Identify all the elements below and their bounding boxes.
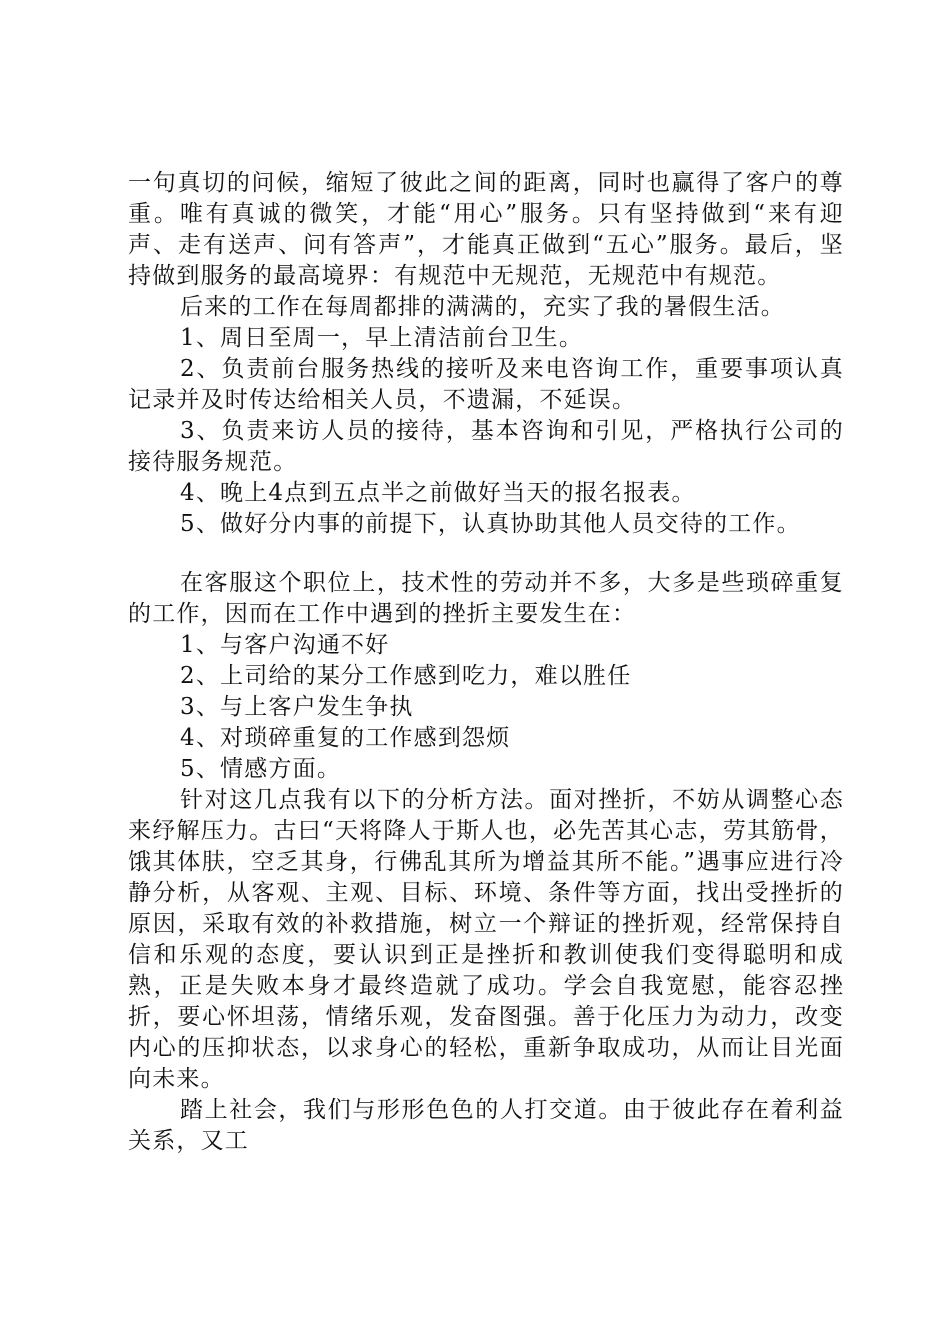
duty-item-4: 4、晚上4点到五点半之前做好当天的报名报表。 bbox=[180, 480, 696, 506]
frustration-item-5: 5、情感方面。 bbox=[180, 756, 342, 782]
frustration-item-1: 1、与客户沟通不好 bbox=[180, 632, 390, 658]
frustration-item-2: 2、上司给的某分工作感到吃力，难以胜任 bbox=[180, 663, 632, 689]
duty-item-1: 1、周日至周一，早上清洁前台卫生。 bbox=[180, 325, 584, 351]
paragraph-frustrations-intro: 在客服这个职位上，技术性的劳动并不多，大多是些琐碎重复的工作，因而在工作中遇到的挫折主要发生在： bbox=[128, 570, 844, 627]
paragraph-closing: 踏上社会，我们与形形色色的人打交道。由于彼此存在着利益关系，又工 bbox=[128, 1097, 844, 1154]
paragraph-analysis: 针对这几点我有以下的分析方法。面对挫折，不妨从调整心态来纾解压力。古曰“天将降人于斯人也，必先苦其心志，劳其筋骨，饿其体肤，空乏其身，行佛乱其所为增益其所不能。”遇事应进行冷静分析，从客观、主观、目标、环境、条件等方面，找出受挫折的原因，采取有效的补救措施，树立一个辩证的挫折观，经常保持自信和乐观的态度，要认识到正是挫折和教训使我们变得聪明和成熟，正是失败本身才最终造就了成功。学会自我宽慰，能容忍挫折，要心怀坦荡，情绪乐观，发奋图强。善于化压力为动力，改变内心的压抑状态，以求身心的轻松，重新争取成功，从而让目光面向未来。 bbox=[128, 787, 844, 1092]
duty-item-2: 2、负责前台服务热线的接听及来电咨询工作，重要事项认真记录并及时传达给相关人员，不遗漏，不延误。 bbox=[128, 356, 844, 413]
paragraph-summer-work: 后来的工作在每周都排的满满的，充实了我的暑假生活。 bbox=[180, 294, 785, 320]
blank-line bbox=[128, 540, 844, 568]
duty-item-3: 3、负责来访人员的接待，基本咨询和引见，严格执行公司的接待服务规范。 bbox=[128, 418, 844, 475]
frustration-item-3: 3、与上客户发生争执 bbox=[180, 694, 414, 720]
paragraph-service-attitude: 一句真切的问候，缩短了彼此之间的距离，同时也赢得了客户的尊重。唯有真诚的微笑，才能“用心”服务。只有坚持做到“来有迎声、走有送声、问有答声”，才能真正做到“五心”服务。最后，坚持做到服务的最高境界：有规范中无规范，无规范中有规范。 bbox=[128, 170, 844, 289]
document-body bbox=[128, 168, 844, 1157]
frustration-item-4: 4、对琐碎重复的工作感到怨烦 bbox=[180, 725, 511, 751]
duty-item-5: 5、做好分内事的前提下，认真协助其他人员交待的工作。 bbox=[180, 511, 801, 537]
